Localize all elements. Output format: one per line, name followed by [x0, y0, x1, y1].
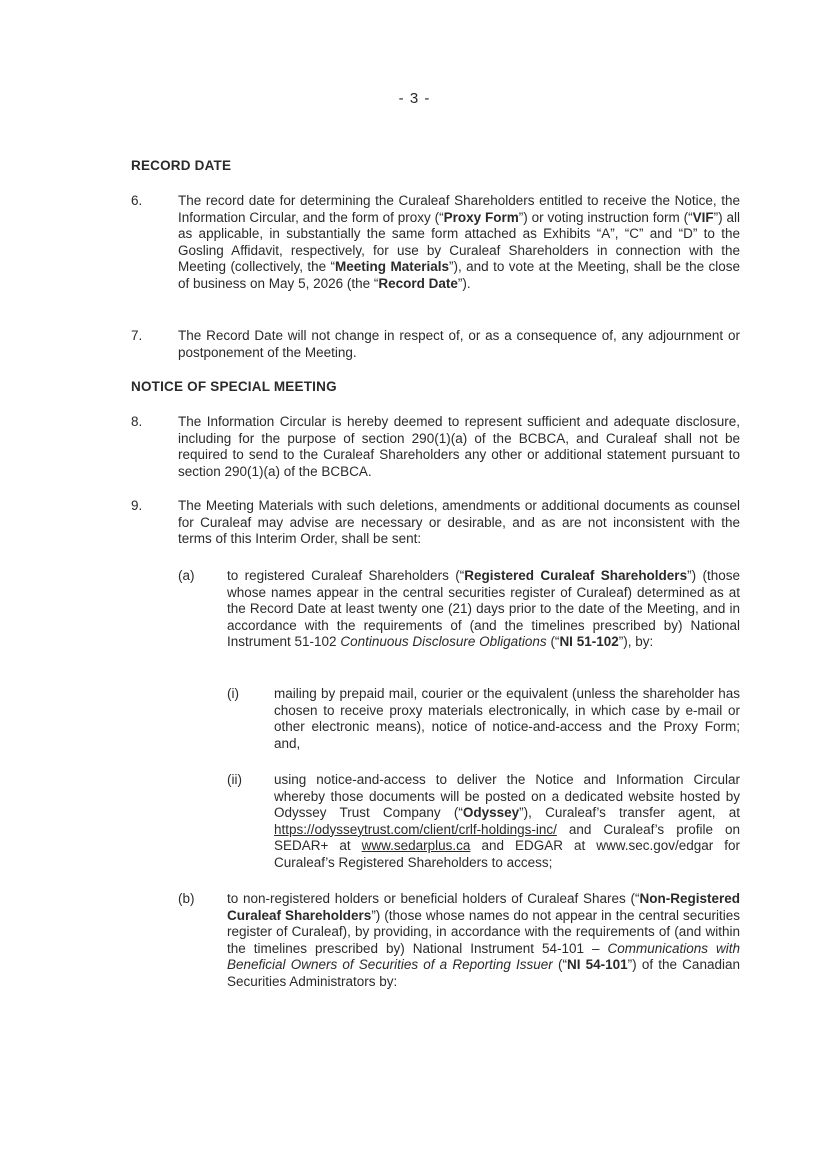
subparagraph-number: (i) — [227, 686, 239, 701]
paragraph-number: 6. — [131, 193, 143, 208]
paragraph-number: 8. — [131, 414, 143, 429]
subparagraph-text: using notice-and-access to deliver the Notice and Information Circular whereby those documents will be posted on a dedicated website hosted by Odyssey Trust Company (“Odyssey”), Curaleaf’s transfer agent, at https://odysseytrust.com/client/crlf-holdings-inc/ and Curaleaf’s profile on SEDAR+ at www.sedarplus.ca and EDGAR at www.sec.gov/edgar for Curaleaf’s Registered Shareholders to access; — [274, 772, 741, 870]
subparagraph-i — [227, 686, 740, 752]
paragraph-6 — [131, 193, 740, 293]
paragraph-text: The record date for determining the Curaleaf Shareholders entitled to receive the Notice, the Information Circular, and the form of proxy (“Proxy Form”) or voting instruction form (“VIF”) all as applicable, in substantially the same form attached as Exhibits “A”, “C” and “D” to the Gosling Affidavit, respectively, for use by Curaleaf Shareholders in connection with the Meeting (collectively, the “Meeting Materials”), and to vote at the Meeting, shall be the close of business on May 5, 2026 (the “Record Date”). — [178, 193, 741, 291]
paragraph-7 — [131, 328, 740, 361]
paragraph-text: The Information Circular is hereby deemed to represent sufficient and adequate disclosure, including for the purpose of section 290(1)(a) of the BCBCA, and Curaleaf shall not be required to send to the Curaleaf Shareholders any other or additional statement pursuant to section 290(1)(a) of the BCBCA. — [178, 414, 740, 479]
paragraph-9 — [131, 498, 740, 548]
subparagraph-number: (ii) — [227, 772, 242, 787]
subparagraph-number: (a) — [178, 568, 195, 583]
subparagraph-text: to non-registered holders or beneficial holders of Curaleaf Shares (“Non-Registered Curaleaf Shareholders”) (those whose names do not appear in the central securities register of Curaleaf), by providing, in accordance with the requirements of (and within the timelines prescribed by) National Instrument 54-101 – Communications with Beneficial Owners of Securities of a Reporting Issuer (“NI 54-101”) of the Canadian Securities Administrators by: — [227, 891, 740, 989]
paragraph-number: 7. — [131, 328, 143, 343]
subparagraph-text: mailing by prepaid mail, courier or the equivalent (unless the shareholder has chosen to receive proxy materials electronically, in which case by e-mail or other electronic means), notice of notice-and-access and the Proxy Form; and, — [274, 686, 740, 751]
notice-of-special-meeting-heading: NOTICE OF SPECIAL MEETING — [131, 379, 337, 394]
sedarplus-link[interactable]: www.sedarplus.ca — [361, 838, 471, 854]
page-number: - 3 - — [398, 90, 431, 107]
subparagraph-number: (b) — [178, 891, 195, 906]
paragraph-number: 9. — [131, 498, 143, 513]
paragraph-text: The Meeting Materials with such deletions, amendments or additional documents as counsel for Curaleaf may advise are necessary or desirable, and as are not inconsistent with the terms of this Interim Order, shall be sent: — [178, 498, 740, 547]
odyssey-link[interactable]: https://odysseytrust.com/client/crlf-holdings-inc/ — [274, 821, 557, 837]
subparagraph-a — [178, 568, 740, 651]
paragraph-text: The Record Date will not change in respect of, or as a consequence of, any adjournment or postponement of the Meeting. — [178, 328, 740, 360]
paragraph-8 — [131, 414, 740, 480]
record-date-heading: RECORD DATE — [131, 158, 232, 173]
subparagraph-text: to registered Curaleaf Shareholders (“Registered Curaleaf Shareholders”) (those whose names appear in the central securities register of Curaleaf) determined as at the Record Date at least twenty one (21) days prior to the date of the Meeting, and in accordance with the requirements of (and the timelines prescribed by) National Instrument 51-102 Continuous Disclosure Obligations (“NI 51-102”), by: — [227, 568, 740, 650]
subparagraph-b — [178, 891, 740, 991]
subparagraph-ii — [227, 772, 740, 872]
